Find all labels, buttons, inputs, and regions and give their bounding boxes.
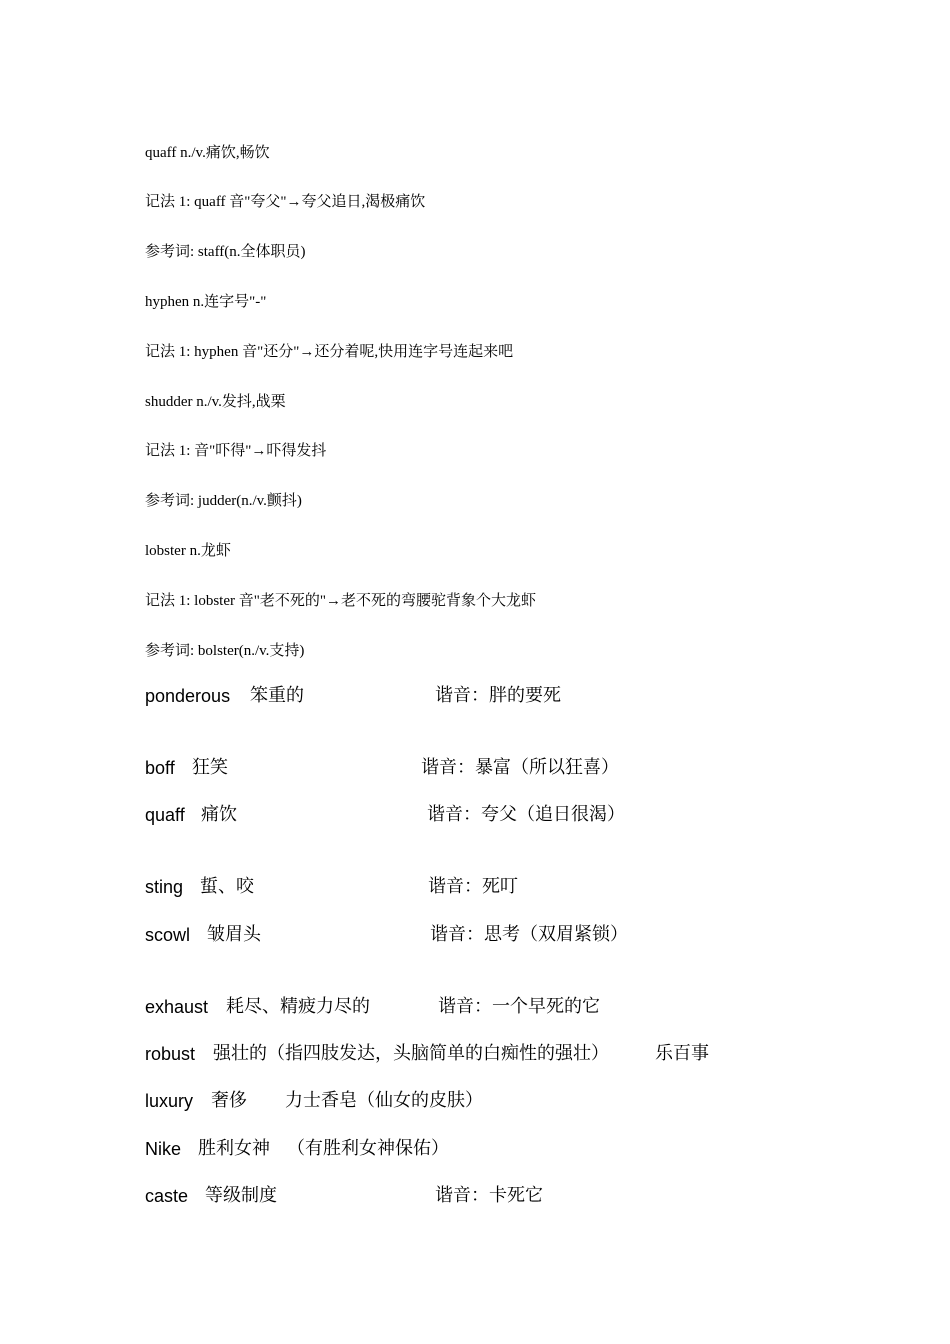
vocab-meaning: 胜利女神 [198,1138,270,1159]
vocab-word: ponderous [145,686,231,706]
vocab-meaning: 等级制度 [205,1185,277,1206]
note-line: hyphen n.连字号"-" [145,294,267,310]
vocab-mnemonic: 谐音：卡死它 [435,1185,543,1206]
vocab-mnemonic: （有胜利女神保佑） [287,1138,449,1159]
vocab-meaning: 笨重的 [250,685,304,706]
vocab-mnemonic: 谐音：胖的要死 [435,685,561,706]
vocab-mnemonic: 谐音：思考（双眉紧锁） [430,924,628,945]
vocab-word: caste [145,1186,189,1206]
vocab-word: Nike [145,1139,182,1159]
note-line: 记法 1: quaff 音"夸父"→夸父追日,渴极痛饮 [145,194,426,210]
vocab-word: quaff [145,805,185,825]
note-line: 参考词: judder(n./v.颤抖) [145,493,302,509]
vocab-meaning: 皱眉头 [207,924,261,945]
note-line: quaff n./v.痛饮,畅饮 [145,145,270,161]
vocab-word: exhaust [145,997,209,1017]
vocab-mnemonic: 力士香皂（仙女的皮肤） [285,1090,483,1111]
note-line: lobster n.龙虾 [145,543,231,559]
vocab-word: robust [145,1044,196,1064]
vocab-meaning: 强壮的（指四肢发达，头脑简单的白痴性的强壮） [213,1043,609,1064]
vocab-mnemonic: 乐百事 [655,1043,709,1064]
vocab-mnemonic: 谐音：一个早死的它 [438,996,600,1017]
vocab-meaning: 耗尽、精疲力尽的 [226,996,370,1017]
vocab-mnemonic: 谐音：死叮 [428,876,518,897]
note-line: 记法 1: lobster 音"老不死的"→老不死的弯腰驼背象个大龙虾 [145,593,536,609]
vocab-mnemonic: 谐音：夸父（追日很渴） [427,804,625,825]
vocab-word: sting [145,877,184,897]
vocab-word: luxury [145,1091,194,1111]
vocab-word: scowl [145,925,191,945]
vocab-mnemonic: 谐音：暴富（所以狂喜） [421,757,619,778]
note-line: shudder n./v.发抖,战栗 [145,394,286,410]
note-line: 参考词: bolster(n./v.支持) [145,643,305,659]
vocab-word: boff [145,758,175,778]
vocab-meaning: 痛饮 [201,804,237,825]
vocab-meaning: 蜇、咬 [200,876,254,897]
note-line: 记法 1: hyphen 音"还分"→还分着呢,快用连字号连起来吧 [145,344,514,360]
note-line: 参考词: staff(n.全体职员) [145,244,306,260]
vocab-meaning: 狂笑 [192,757,228,778]
vocab-meaning: 奢侈 [211,1090,247,1111]
note-line: 记法 1: 音"吓得"→吓得发抖 [145,443,327,459]
